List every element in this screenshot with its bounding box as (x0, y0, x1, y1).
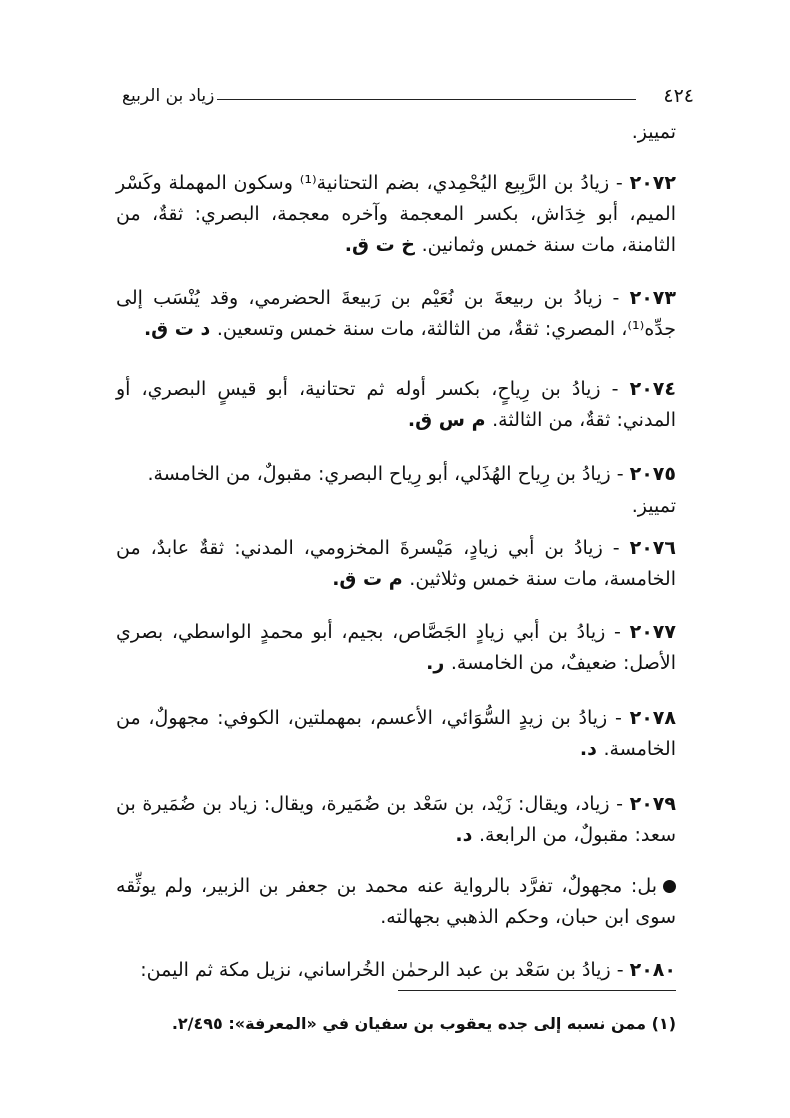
footnote: (١) ممن نسبه إلى جده يعقوب بن سفيان في «المعرفة»: ٢/٤٩٥. (171, 1014, 676, 1033)
entry-2078 (116, 703, 676, 765)
entry-text: - زيادُ بن سَعْد بن عبد الرحمٰن الخُراساني، نزيل مكة ثم اليمن: (140, 959, 630, 981)
entry-sigla: م ت ق. (332, 568, 410, 590)
entry-text: - زيادُ بن ربيعةَ بن نُعَيْم بن رَبيعةَ الحضرمي، وقد يُنْسَب إلى جدِّه⁽¹⁾، المصري: ثقةٌ، من الثالثة، مات سنة خمس وتسعين. (116, 287, 676, 340)
entry-2075 (116, 459, 676, 490)
entry-text: - زيادُ بن زيدٍ السُّوَائي، الأعسم، بمهملتين، الكوفي: مجهولٌ، من الخامسة. (116, 707, 676, 760)
entry-2080 (116, 955, 676, 986)
entry-sigla: د. (455, 824, 479, 846)
entry-number: ٢٠٧٩ (629, 793, 676, 815)
entry-2073 (116, 283, 676, 345)
page-number: ٤٢٤ (663, 85, 694, 107)
entry-2072 (116, 168, 676, 261)
entry-sigla: د. (579, 738, 604, 760)
entry-number: ٢٠٧٥ (629, 463, 676, 485)
entry-sigla: خ ت ق. (344, 234, 422, 256)
page-header (122, 85, 694, 109)
entry-number: ٢٠٧٧ (629, 621, 676, 643)
entry-number: ٢٠٧٦ (629, 537, 676, 559)
entry-2076 (116, 533, 676, 595)
tamyiz-heading-1: تمييز. (631, 121, 676, 143)
entry-sigla: د ت ق. (143, 318, 217, 340)
entry-text: - زيادُ بن رِياحٍ، بكسر أوله ثم تحتانية، أبو قيسٍ البصري، أو المدني: ثقةٌ، من الثالثة. (116, 378, 676, 431)
entry-number: ٢٠٧٤ (629, 378, 676, 400)
entry-text: - زيادُ بن أبي زيادٍ الجَصَّاص، بجيم، أبو محمدٍ الواسطي، بصري الأصل: ضعيفٌ، من الخامسة. (116, 621, 676, 674)
entry-number: ٢٠٧٣ (629, 287, 676, 309)
entry-2074 (116, 374, 676, 436)
running-title: زياد بن الربيع (122, 86, 215, 106)
footnote-rule (398, 990, 676, 991)
entry-sigla: م س ق. (407, 409, 493, 431)
tamyiz-heading-2: تمييز. (631, 495, 676, 517)
entry-text: - زيادُ بن رِياح الهُذَلي، أبو رِياح البصري: مقبولٌ، من الخامسة. (147, 463, 630, 485)
editor-note (116, 871, 676, 933)
entry-text: - زيادُ بن أبي زيادٍ، مَيْسرةَ المخزومي، المدني: ثقةٌ عابدٌ، من الخامسة، مات سنة خمس وثلاثين. (116, 537, 676, 590)
entry-2077 (116, 617, 676, 679)
entry-text: - زياد، ويقال: زَيْد، بن سَعْد بن ضُمَيرة، ويقال: زياد بن ضُمَيرة بن سعد: مقبولٌ، من الرابعة. (116, 793, 676, 846)
entry-number: ٢٠٧٨ (629, 707, 676, 729)
entry-number: ٢٠٨٠ (629, 959, 676, 981)
bullet-icon (663, 880, 676, 893)
header-rule (217, 99, 636, 100)
entry-sigla: ر. (426, 652, 451, 674)
entry-number: ٢٠٧٢ (629, 172, 676, 194)
entry-text: - زيادُ بن الرَّبِيع اليُحْمِدي، بضم التحتانية⁽¹⁾ وسكون المهملة وكَسْر الميم، أبو خِدَاش، بكسر المعجمة وآخره معجمة، البصري: ثقةٌ، من الثامنة، مات سنة خمس وثمانين. (116, 172, 676, 256)
entry-2079 (116, 789, 676, 851)
note-text: بل: مجهولٌ، تفرَّد بالرواية عنه محمد بن جعفر بن الزبير، ولم يوثِّقه سوى ابن حبان، وحكم الذهبي بجهالته. (116, 875, 676, 928)
